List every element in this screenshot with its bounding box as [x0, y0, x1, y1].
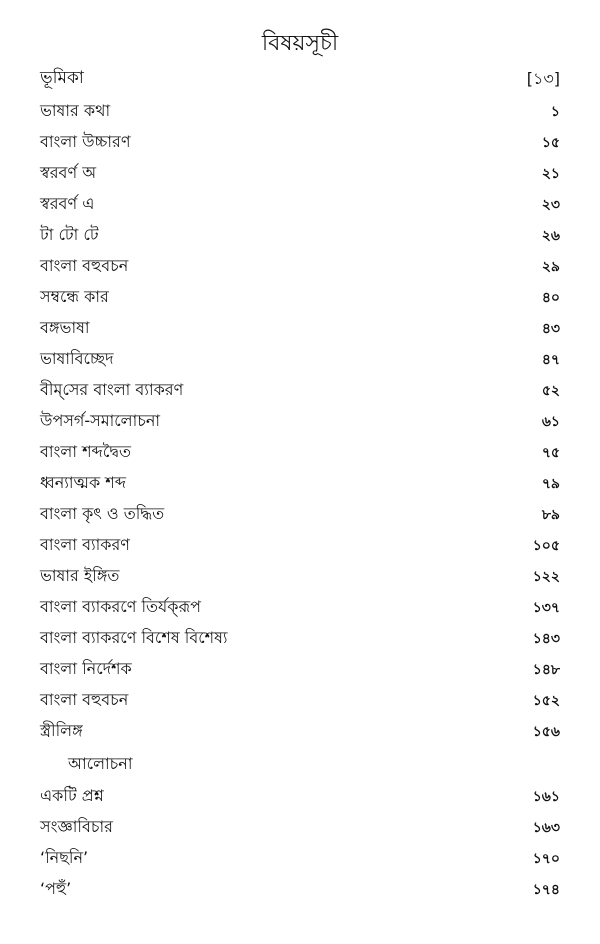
toc-entry-title: ‘নিছনি’	[40, 848, 89, 867]
toc-entry-page: ৪৩	[541, 320, 560, 337]
toc-entry-title: বাংলা কৃৎ ও তদ্ধিত	[40, 504, 165, 523]
toc-entry-title: একটি প্রশ্ন	[40, 786, 104, 805]
toc-entry-page: ১৭০	[532, 850, 560, 867]
toc-entry-title: স্বরবর্ণ অ	[40, 163, 97, 182]
toc-entry-page: ১৬১	[532, 788, 560, 805]
toc-entry-title: বাংলা ব্যাকরণে তির্যক্‌রূপ	[40, 597, 201, 616]
toc-entry-title: সংজ্ঞাবিচার	[40, 817, 113, 836]
toc-entry-title: ধ্বন্যাত্মক শব্দ	[40, 473, 126, 492]
toc-entry	[40, 62, 560, 96]
toc-entry	[40, 189, 560, 220]
toc-entry-title: বঙ্গভাষা	[40, 318, 90, 337]
toc-entry-page: ১৪৩	[532, 630, 560, 647]
toc-entry	[40, 344, 560, 375]
toc-entry	[40, 716, 560, 747]
toc-entry-page: ১২২	[532, 568, 560, 585]
toc-entry-page: ৫২	[541, 382, 560, 399]
toc-entry-title: বাংলা ব্যাকরণে বিশেষ বিশেষ্য	[40, 628, 228, 647]
toc-entry	[40, 654, 560, 685]
toc-entry-title: স্ত্রীলিঙ্গ	[40, 721, 83, 740]
toc-entry-page: ৭৫	[541, 444, 560, 461]
toc-entry	[40, 685, 560, 716]
toc-entry	[40, 468, 560, 499]
toc-entry-page: ১৪৮	[532, 661, 560, 678]
toc-entry-title: বাংলা নির্দেশক	[40, 659, 132, 678]
toc-entry-page: ২৬	[541, 227, 560, 244]
toc-entry-page: ৪০	[541, 289, 560, 306]
toc-entry-title: বীম্‌সের বাংলা ব্যাকরণ	[40, 380, 184, 399]
toc-entry-title: ‘পহুঁ’	[40, 879, 72, 898]
toc-entry-page: ১	[550, 103, 560, 120]
toc-entry	[40, 282, 560, 313]
toc-entry-page: [১৩]	[526, 68, 560, 88]
toc-entry-page: ১৫	[541, 134, 560, 151]
toc-entry	[40, 220, 560, 251]
toc-entry-page: ২৯	[541, 258, 560, 275]
toc-entry	[40, 530, 560, 561]
toc-entry-page: ১৫৬	[532, 723, 560, 740]
toc-entry-title: টা টো টে	[40, 225, 99, 244]
toc-entry-page: ১৫২	[532, 692, 560, 709]
table-of-contents	[40, 62, 560, 905]
toc-entry-title: বাংলা ব্যাকরণ	[40, 535, 130, 554]
toc-entry-page: ২১	[541, 165, 560, 182]
toc-entry	[40, 499, 560, 530]
toc-entry-page: ৮৯	[541, 506, 560, 523]
toc-entry-title: উপসর্গ-সমালোচনা	[40, 411, 161, 430]
toc-entry	[40, 843, 560, 874]
toc-entry-title: ভাষাবিচ্ছেদ	[40, 349, 114, 368]
toc-entry-title: বাংলা বহুবচন	[40, 256, 129, 275]
toc-entry-title: স্বরবর্ণ এ	[40, 194, 95, 213]
toc-entry	[40, 96, 560, 127]
toc-entry	[40, 437, 560, 468]
toc-entry	[40, 313, 560, 344]
toc-entry	[40, 127, 560, 158]
toc-entry	[40, 406, 560, 437]
toc-entry-title: বাংলা উচ্চারণ	[40, 132, 131, 151]
toc-entry	[40, 874, 560, 905]
page-title: বিষয়সূচী	[261, 31, 339, 56]
toc-entry-title: বাংলা শব্দদ্বৈত	[40, 442, 132, 461]
toc-entry-page: ৪৭	[541, 351, 560, 368]
toc-entry-title: সম্বন্ধে কার	[40, 287, 109, 306]
toc-entry-page: ১৭৪	[532, 881, 560, 898]
toc-entry-title: ভূমিকা	[40, 68, 84, 88]
toc-entry	[40, 812, 560, 843]
toc-entry-page: ৬১	[541, 413, 560, 430]
toc-entry	[40, 561, 560, 592]
toc-entry-page: ১৩৭	[532, 599, 560, 616]
toc-entry	[40, 158, 560, 189]
section-heading: আলোচনা	[68, 753, 133, 773]
toc-entry-page: ৭৯	[541, 475, 560, 492]
toc-entry	[40, 251, 560, 282]
toc-entry	[40, 781, 560, 812]
toc-entry-page: ১০৫	[532, 537, 560, 554]
toc-entry	[40, 623, 560, 654]
toc-entry-title: বাংলা বহুবচন	[40, 690, 129, 709]
toc-entry-title: ভাষার ইঙ্গিত	[40, 566, 120, 585]
toc-entry-page: ২৩	[541, 196, 560, 213]
toc-entry-title: ভাষার কথা	[40, 101, 111, 120]
toc-entry	[40, 592, 560, 623]
toc-entry	[40, 375, 560, 406]
toc-entry-page: ১৬৩	[532, 819, 560, 836]
